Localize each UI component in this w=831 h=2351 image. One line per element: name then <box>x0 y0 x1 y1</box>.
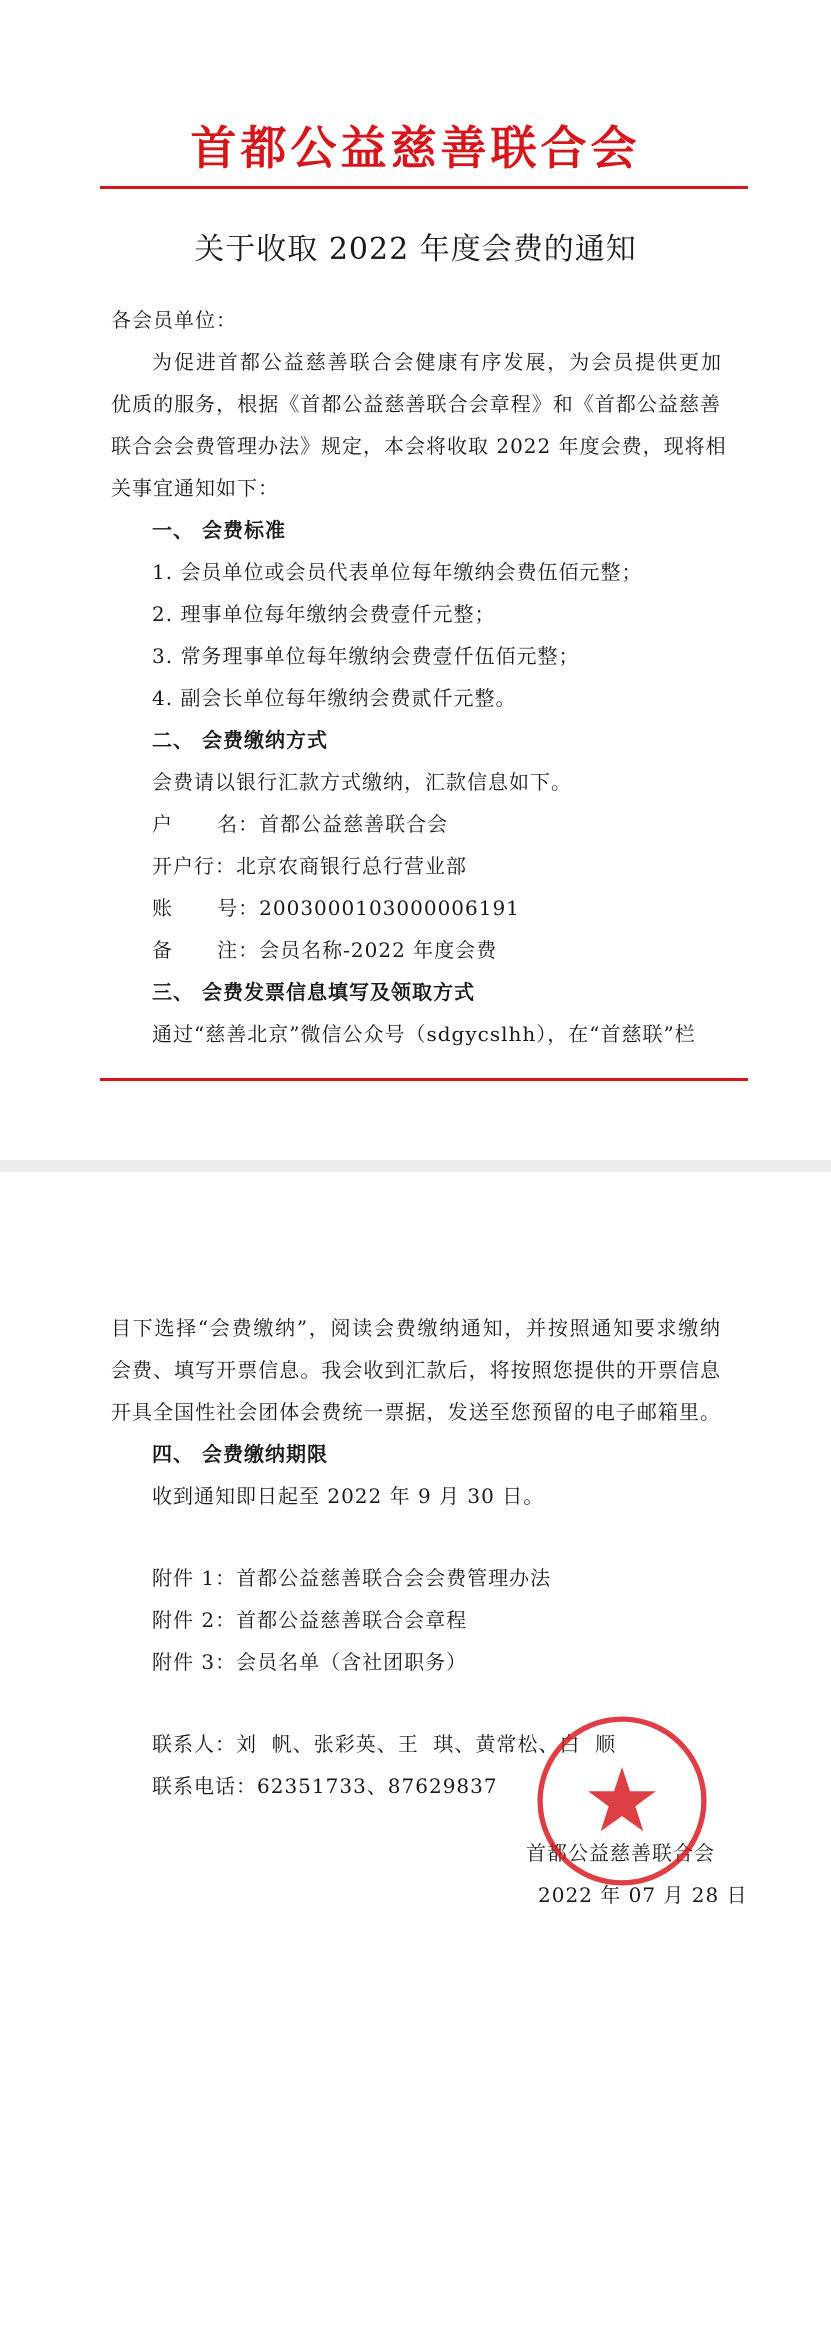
document-title: 关于收取 2022 年度会费的通知 <box>194 232 637 267</box>
remittance-note: 备 注：会员名称-2022 年度会费 <box>152 938 498 962</box>
intro-line-2: 优质的服务，根据《首都公益慈善联合会章程》和《首都公益慈善 <box>111 392 721 416</box>
section-heading-standards: 一、 会费标准 <box>152 518 286 542</box>
section-heading-invoice: 三、 会费发票信息填写及领取方式 <box>152 980 475 1004</box>
signature-org: 首都公益慈善联合会 <box>526 1841 715 1865</box>
fee-item-3: 3. 常务理事单位每年缴纳会费壹仟伍佰元整； <box>152 644 580 668</box>
invoice-line-4: 开具全国性社会团体会费统一票据，发送至您预留的电子邮箱里。 <box>111 1400 721 1424</box>
account-name: 户 名：首都公益慈善联合会 <box>152 812 449 836</box>
deadline-text: 收到通知即日起至 2022 年 9 月 30 日。 <box>152 1484 545 1508</box>
invoice-line-1: 通过“慈善北京”微信公众号（sdgycslhh），在“首慈联”栏 <box>152 1022 696 1046</box>
intro-line-3: 联合会会费管理办法》规定，本会将收取 2022 年度会费，现将相 <box>111 434 727 458</box>
salutation: 各会员单位： <box>111 308 237 332</box>
section-heading-payment: 二、 会费缴纳方式 <box>152 728 328 752</box>
account-number: 账 号：2003000103000006191 <box>152 896 520 920</box>
invoice-line-2: 目下选择“会费缴纳”，阅读会费缴纳通知，并按照通知要求缴纳 <box>111 1316 721 1340</box>
invoice-line-3: 会费、填写开票信息。我会收到汇款后，将按照您提供的开票信息 <box>111 1358 721 1382</box>
attachment-1: 附件 1：首都公益慈善联合会会费管理办法 <box>152 1566 552 1590</box>
page-one <box>0 0 831 1160</box>
seal-star-icon <box>588 1767 656 1831</box>
attachment-2: 附件 2：首都公益慈善联合会章程 <box>152 1608 468 1632</box>
section-heading-deadline: 四、 会费缴纳期限 <box>152 1442 328 1466</box>
payment-intro: 会费请以银行汇款方式缴纳，汇款信息如下。 <box>152 770 572 794</box>
fee-item-1: 1. 会员单位或会员代表单位每年缴纳会费伍佰元整； <box>152 560 643 584</box>
footer-red-rule <box>100 1078 748 1081</box>
contact-people: 联系人：刘 帆、张彩英、王 琪、黄常松、白 顺 <box>152 1732 617 1756</box>
letterhead-red-rule <box>100 186 748 189</box>
bank-name: 开户行：北京农商银行总行营业部 <box>152 854 467 878</box>
intro-line-1: 为促进首都公益慈善联合会健康有序发展，为会员提供更加 <box>152 350 722 374</box>
fee-item-4: 4. 副会长单位每年缴纳会费贰仟元整。 <box>152 686 517 710</box>
official-seal-stamp <box>533 1712 711 1890</box>
letterhead-org-name: 首都公益慈善联合会 <box>190 121 641 175</box>
signature-date: 2022 年 07 月 28 日 <box>538 1883 748 1907</box>
contact-phone: 联系电话：62351733、87629837 <box>152 1774 498 1798</box>
fee-item-2: 2. 理事单位每年缴纳会费壹仟元整； <box>152 602 496 626</box>
attachment-3: 附件 3：会员名单（含社团职务） <box>152 1650 468 1674</box>
intro-line-4: 关事宜通知如下： <box>111 476 279 500</box>
